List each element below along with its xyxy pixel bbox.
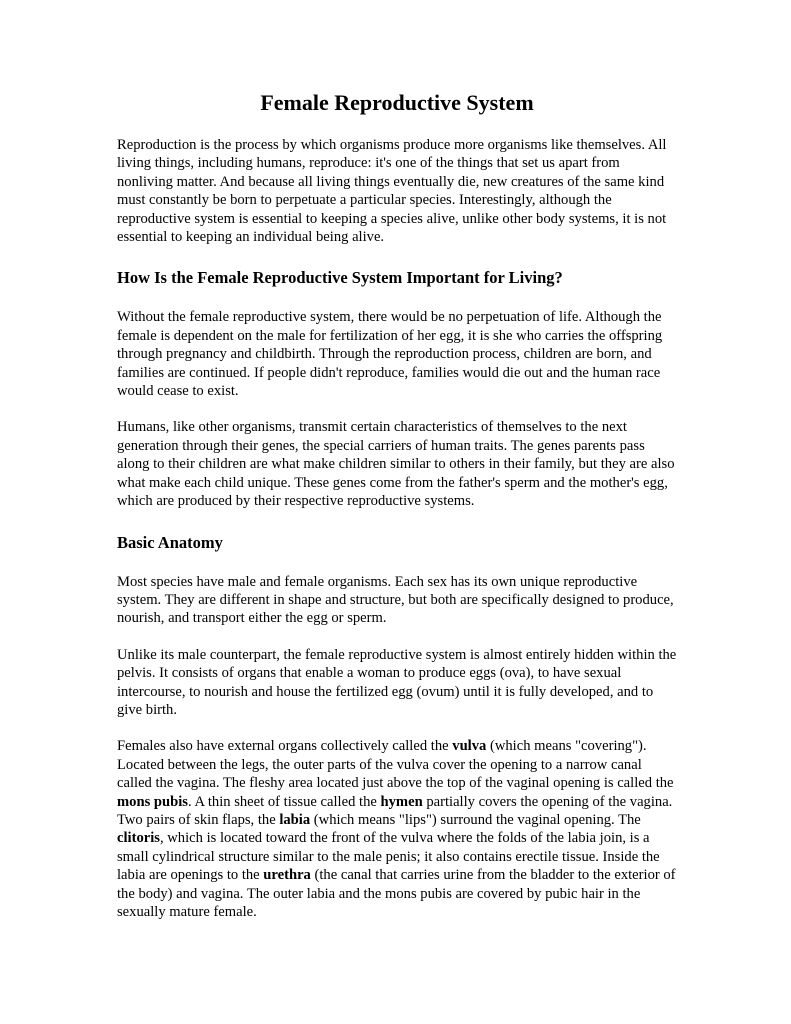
text-run: (the canal that carries urine from the bladder to the exterior of the body) and vagina. The outer labia and the mons pubis are covered by pubic hair in the sexually mature female.	[117, 867, 676, 920]
text-run: (which means "lips") surround the vaginal opening. The	[310, 811, 641, 828]
text-run: (which means "covering"). Located between the legs, the outer parts of the vulva cover the opening to a narrow canal called the vagina. The fleshy area located just above the top of the vaginal opening is called the	[117, 738, 674, 792]
importance-paragraph-2: Humans, like other organisms, transmit certain characteristics of themselves to the next generation through their genes, the special carriers of human traits. The genes parents pass along to their children are what make children similar to others in their family, but they are also what make each child unique. These genes come from the father's sperm and the mother's egg, which are produced by their respective reproductive systems.	[117, 419, 675, 510]
importance-paragraph-1: Without the female reproductive system, there would be no perpetuation of life. Although the female is dependent on the male for fertilization of her egg, it is she who carries the offspring through pregnancy and childbirth. Through the reproduction process, children are born, and families are continued. If people didn't reproduce, families would die out and the human race would cease to exist.	[117, 309, 663, 400]
document-page	[117, 90, 677, 939]
anatomy-paragraph-3	[117, 737, 677, 921]
text-run: . A thin sheet of tissue called the	[187, 793, 381, 810]
intro-paragraph: Reproduction is the process by which organisms produce more organisms like themselves. All living things, including humans, reproduce: it's one of the things that set us apart from nonliving matter. And because all living things eventually die, new creatures of the same kind must constantly be born to perpetuate a particular species. Interestingly, although the reproductive system is essential to keeping a species alive, unlike other body systems, it is not essential to keeping an individual being alive.	[117, 137, 667, 246]
document-title: Female Reproductive System	[260, 90, 534, 115]
term-labia: labia	[279, 811, 311, 828]
section-heading-importance: How Is the Female Reproductive System Important for Living?	[117, 268, 563, 288]
anatomy-paragraph-1: Most species have male and female organisms. Each sex has its own unique reproductive system. They are different in shape and structure, but both are specifically designed to produce, nourish, and transport either the egg or sperm.	[117, 573, 674, 627]
term-hymen: hymen	[380, 793, 423, 810]
text-run: Females also have external organs collectively called the	[117, 738, 453, 755]
anatomy-paragraph-2: Unlike its male counterpart, the female reproductive system is almost entirely hidden within the pelvis. It consists of organs that enable a woman to produce eggs (ova), to have sexual intercourse, to nourish and house the fertilized egg (ovum) until it is fully developed, and to give birth.	[117, 646, 677, 718]
text-run: , which is located toward the front of the vulva where the folds of the labia join, is a small cylindrical structure similar to the male penis; it also contains erectile tissue. Inside the labia are openings to the	[117, 830, 660, 884]
term-mons-pubis: mons pubis	[117, 793, 188, 810]
term-vulva: vulva	[452, 738, 487, 755]
term-clitoris: clitoris	[117, 830, 160, 847]
text-run: partially covers the opening of the vagina. Two pairs of skin flaps, the	[117, 793, 673, 828]
term-urethra: urethra	[263, 867, 311, 884]
section-heading-anatomy: Basic Anatomy	[117, 532, 223, 552]
